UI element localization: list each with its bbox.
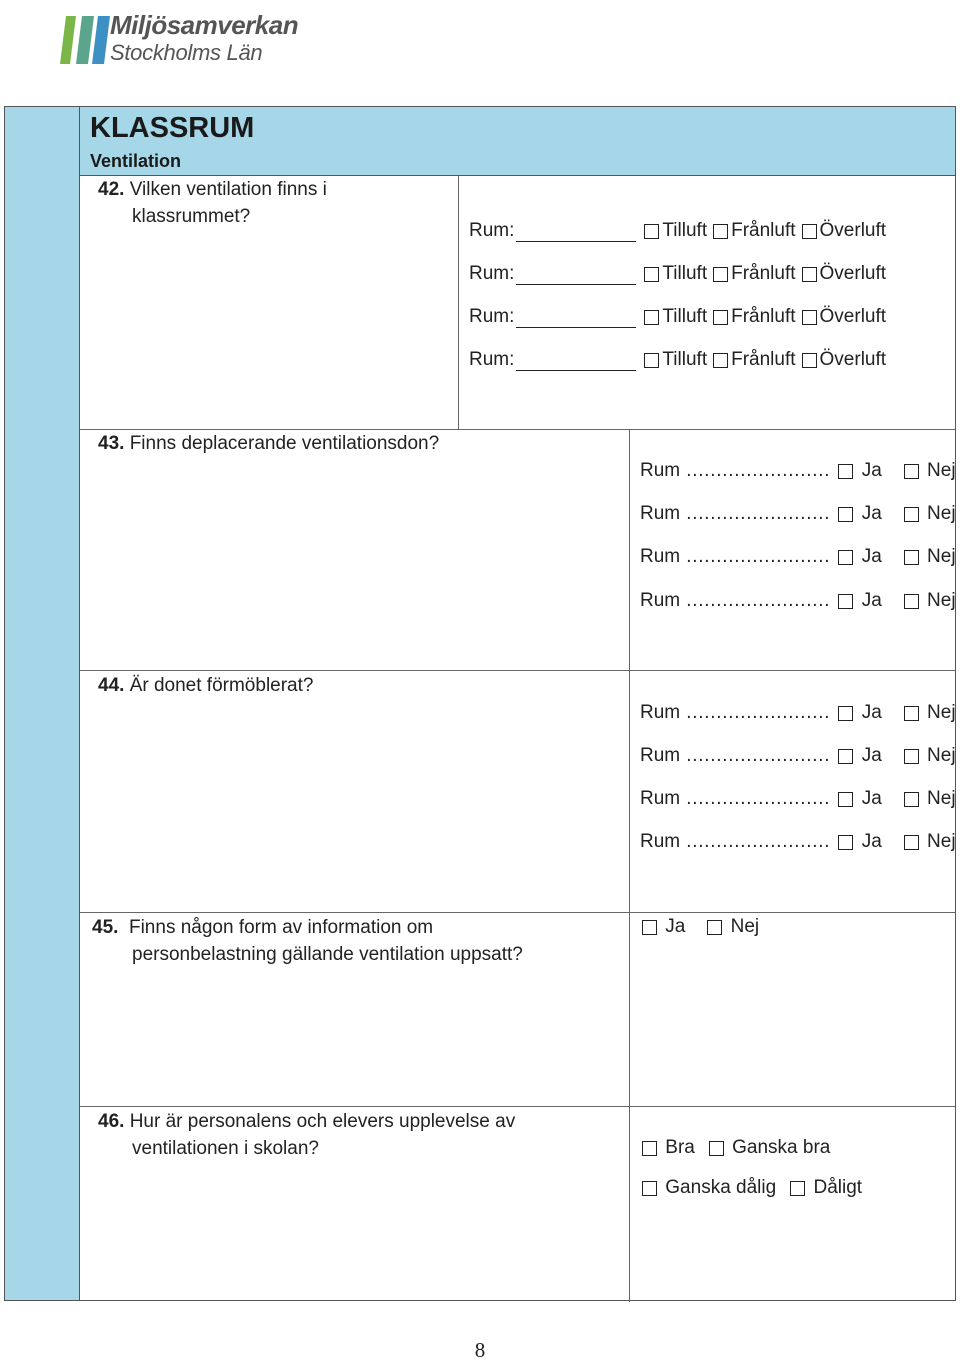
q44-room-row: [640, 831, 956, 853]
question-text: Hur är personalens och elevers upplevelse av: [129, 1111, 516, 1132]
option-nej: Nej: [730, 916, 760, 937]
room-label: Rum: [640, 702, 681, 723]
logo: [60, 12, 340, 68]
checkbox-franluft[interactable]: [713, 224, 728, 239]
room-label: Rum:: [469, 306, 515, 327]
question-44: [98, 672, 313, 699]
checkbox-ja[interactable]: [838, 550, 853, 565]
option-label: Frånluft: [731, 220, 796, 241]
section-title: KLASSRUM: [90, 112, 255, 144]
checkbox-overluft[interactable]: [802, 224, 817, 239]
option-daligt: Dåligt: [813, 1177, 863, 1198]
option-bra: Bra: [665, 1137, 695, 1158]
q43-room-row: [640, 590, 956, 612]
checkbox-ganska-dalig[interactable]: [642, 1181, 657, 1196]
q42-room-row: [469, 349, 886, 371]
option-label: Tilluft: [662, 220, 708, 241]
q44-room-row: [640, 702, 956, 724]
room-field[interactable]: [516, 350, 636, 371]
option-ja: Ja: [861, 745, 882, 766]
option-ja: Ja: [861, 460, 882, 481]
checkbox-ja[interactable]: [838, 749, 853, 764]
room-label: Rum: [640, 590, 681, 611]
logo-text-line1: Miljösamverkan: [110, 10, 299, 40]
room-field[interactable]: [516, 264, 636, 285]
checkbox-nej[interactable]: [904, 835, 919, 850]
checkbox-ganska-bra[interactable]: [709, 1141, 724, 1156]
room-dots: ……………………: [685, 503, 830, 524]
room-label: Rum:: [469, 349, 515, 370]
room-dots: ……………………: [685, 702, 830, 723]
divider: [80, 1106, 955, 1107]
option-nej: Nej: [927, 745, 956, 766]
room-dots: ……………………: [685, 460, 830, 481]
question-46: [98, 1108, 515, 1162]
option-nej: Nej: [927, 788, 956, 809]
q43-room-row: [640, 546, 956, 568]
room-dots: ……………………: [685, 546, 830, 567]
option-label: Tilluft: [662, 349, 708, 370]
checkbox-ja[interactable]: [642, 920, 657, 935]
checkbox-daligt[interactable]: [790, 1181, 805, 1196]
checkbox-nej[interactable]: [904, 464, 919, 479]
logo-text-line2: Stockholms Län: [110, 40, 263, 65]
q44-room-row: [640, 745, 956, 767]
room-label: Rum: [640, 546, 681, 567]
room-dots: ……………………: [685, 788, 830, 809]
option-ja: Ja: [861, 590, 882, 611]
room-label: Rum: [640, 503, 681, 524]
checkbox-franluft[interactable]: [713, 353, 728, 368]
option-nej: Nej: [927, 503, 956, 524]
option-ganska-bra: Ganska bra: [732, 1137, 831, 1158]
column-divider: [458, 176, 459, 429]
logo-mark-icon: [60, 14, 110, 64]
q42-room-row: [469, 220, 886, 242]
room-label: Rum: [640, 745, 681, 766]
question-text: Vilken ventilation finns i: [129, 179, 327, 200]
room-label: Rum:: [469, 263, 515, 284]
q46-answer-row: [642, 1137, 830, 1159]
checkbox-nej[interactable]: [904, 550, 919, 565]
divider: [80, 670, 955, 671]
q46-answer-row: [642, 1177, 862, 1199]
question-text: Är donet förmöblerat?: [129, 675, 314, 696]
checkbox-franluft[interactable]: [713, 310, 728, 325]
checkbox-ja[interactable]: [838, 464, 853, 479]
question-number: 46.: [98, 1111, 125, 1132]
question-number: 43.: [98, 433, 125, 454]
option-nej: Nej: [927, 702, 956, 723]
checkbox-nej[interactable]: [904, 749, 919, 764]
option-ja: Ja: [861, 702, 882, 723]
room-field[interactable]: [516, 221, 636, 242]
checkbox-overluft[interactable]: [802, 310, 817, 325]
column-divider: [629, 429, 630, 1302]
question-text: Finns deplacerande ventilationsdon?: [129, 433, 440, 454]
checkbox-nej[interactable]: [904, 594, 919, 609]
checkbox-tilluft[interactable]: [644, 267, 659, 282]
option-label: Överluft: [819, 349, 887, 370]
checkbox-overluft[interactable]: [802, 267, 817, 282]
question-number: 44.: [98, 675, 125, 696]
checkbox-bra[interactable]: [642, 1141, 657, 1156]
section-subtitle: Ventilation: [90, 151, 182, 171]
checkbox-ja[interactable]: [838, 507, 853, 522]
option-nej: Nej: [927, 546, 956, 567]
option-ganska-dalig: Ganska dålig: [665, 1177, 777, 1198]
checkbox-ja[interactable]: [838, 835, 853, 850]
option-ja: Ja: [861, 546, 882, 567]
question-text: Finns någon form av information om: [128, 917, 434, 938]
question-text: klassrummet?: [132, 206, 251, 227]
question-text: ventilationen i skolan?: [132, 1138, 319, 1159]
option-nej: Nej: [927, 831, 956, 852]
option-ja: Ja: [861, 503, 882, 524]
option-nej: Nej: [927, 460, 956, 481]
room-dots: ……………………: [685, 831, 830, 852]
option-label: Överluft: [819, 220, 887, 241]
option-label: Överluft: [819, 306, 887, 327]
checkbox-nej[interactable]: [904, 706, 919, 721]
checkbox-ja[interactable]: [838, 706, 853, 721]
checkbox-ja[interactable]: [838, 594, 853, 609]
checkbox-ja[interactable]: [838, 792, 853, 807]
checkbox-tilluft[interactable]: [644, 310, 659, 325]
q42-room-row: [469, 263, 886, 285]
room-label: Rum: [640, 788, 681, 809]
question-text: personbelastning gällande ventilation uppsatt?: [132, 944, 523, 965]
room-label: Rum: [640, 831, 681, 852]
divider: [80, 912, 955, 913]
room-dots: ……………………: [685, 590, 830, 611]
q45-answer-row: [642, 916, 759, 938]
room-label: Rum: [640, 460, 681, 481]
question-45: [92, 914, 523, 968]
q44-room-row: [640, 788, 956, 810]
question-43: [98, 430, 439, 457]
sidebar-band: [5, 107, 80, 1300]
q43-room-row: [640, 460, 956, 482]
option-label: Tilluft: [662, 263, 708, 284]
option-ja: Ja: [665, 916, 686, 937]
option-ja: Ja: [861, 788, 882, 809]
q42-room-row: [469, 306, 886, 328]
room-label: Rum:: [469, 220, 515, 241]
option-label: Tilluft: [662, 306, 708, 327]
checkbox-tilluft[interactable]: [644, 224, 659, 239]
question-number: 42.: [98, 179, 125, 200]
page-number: 8: [474, 1338, 486, 1362]
q43-room-row: [640, 503, 956, 525]
option-ja: Ja: [861, 831, 882, 852]
room-dots: ……………………: [685, 745, 830, 766]
question-number: 45.: [92, 917, 119, 938]
checkbox-overluft[interactable]: [802, 353, 817, 368]
room-field[interactable]: [516, 307, 636, 328]
option-nej: Nej: [927, 590, 956, 611]
checkbox-franluft[interactable]: [713, 267, 728, 282]
option-label: Frånluft: [731, 349, 796, 370]
option-label: Frånluft: [731, 306, 796, 327]
section-header: [80, 107, 955, 176]
checkbox-nej[interactable]: [904, 507, 919, 522]
question-42: [98, 176, 327, 230]
checkbox-tilluft[interactable]: [644, 353, 659, 368]
checkbox-nej[interactable]: [904, 792, 919, 807]
checkbox-nej[interactable]: [707, 920, 722, 935]
option-label: Frånluft: [731, 263, 796, 284]
option-label: Överluft: [819, 263, 887, 284]
